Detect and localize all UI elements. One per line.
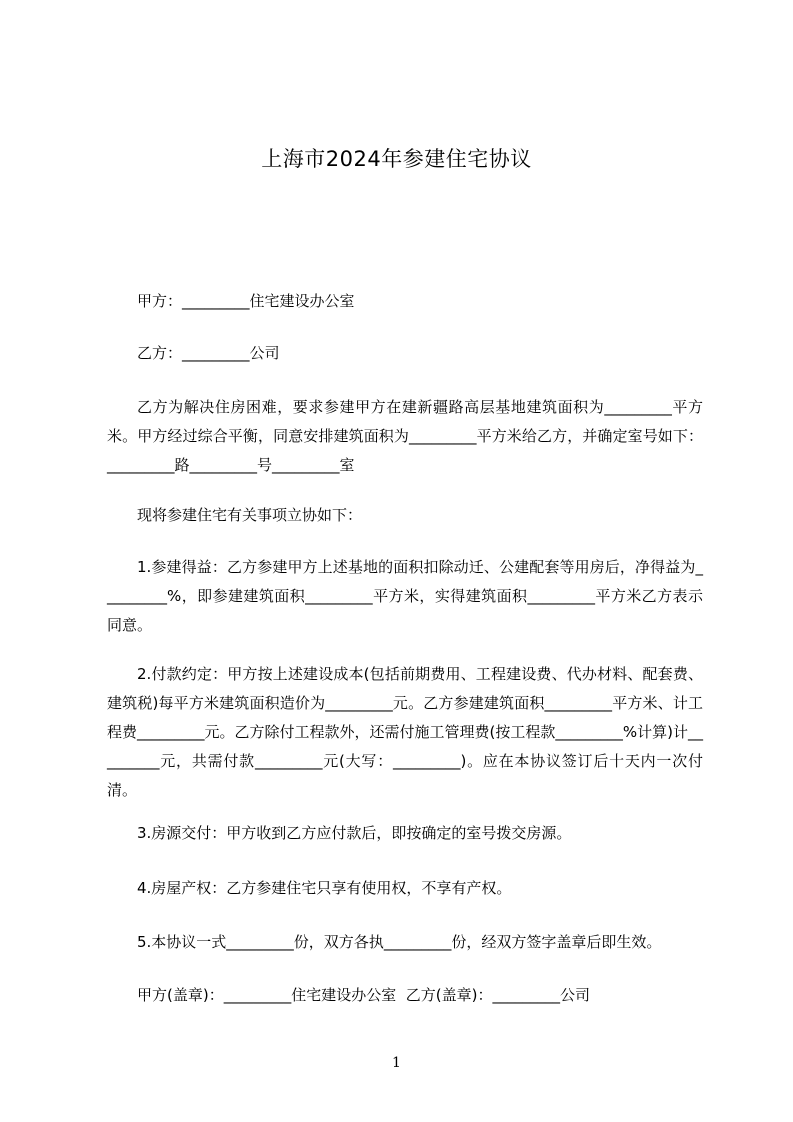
- clause-5: 5.本协议一式_________份，双方各执_________份，经双方签字盖章后即生效。: [137, 933, 662, 951]
- page-number: 1: [392, 1055, 401, 1071]
- lead-line: 现将参建住宅有关事项立协如下：: [137, 506, 363, 524]
- clause-2: 2.付款约定：甲方按上述建设成本(包括前期费用、工程建设费、代办材料、配套费、建筑税)每平方米建筑面积造价为_________元。乙方参建建筑面积_________平方米、计工程费_________元。乙方除付工程款外，还需付施工管理费(按工程款_________%计算)计_________元，共需付款_________元(大写：_________)。应在本协议签订后十天内一次付清。: [107, 665, 703, 799]
- document-title: 上海市2024年参建住宅协议: [261, 147, 532, 171]
- party-b-line: 乙方：_________公司: [137, 344, 280, 362]
- clause-3: 3.房源交付：甲方收到乙方应付款后，即按确定的室号拨交房源。: [137, 824, 572, 842]
- clause-4: 4.房屋产权：乙方参建住宅只享有使用权，不享有产权。: [137, 879, 512, 897]
- intro-paragraph: 乙方为解决住房困难，要求参建甲方在建新疆路高层基地建筑面积为_________平方米。甲方经过综合平衡，同意安排建筑面积为_________平方米给乙方，并确定室号如下：_________路_________号_________室: [107, 398, 703, 474]
- signature-line: 甲方(盖章)：_________住宅建设办公室 乙方(盖章)：_________公司: [137, 986, 590, 1004]
- party-a-line: 甲方：_________住宅建设办公室: [137, 292, 355, 310]
- clause-1: 1.参建得益：乙方参建甲方上述基地的面积扣除动迁、公建配套等用房后，净得益为_________%，即参建建筑面积_________平方米，实得建筑面积_________平方米乙方表示同意。: [107, 558, 703, 634]
